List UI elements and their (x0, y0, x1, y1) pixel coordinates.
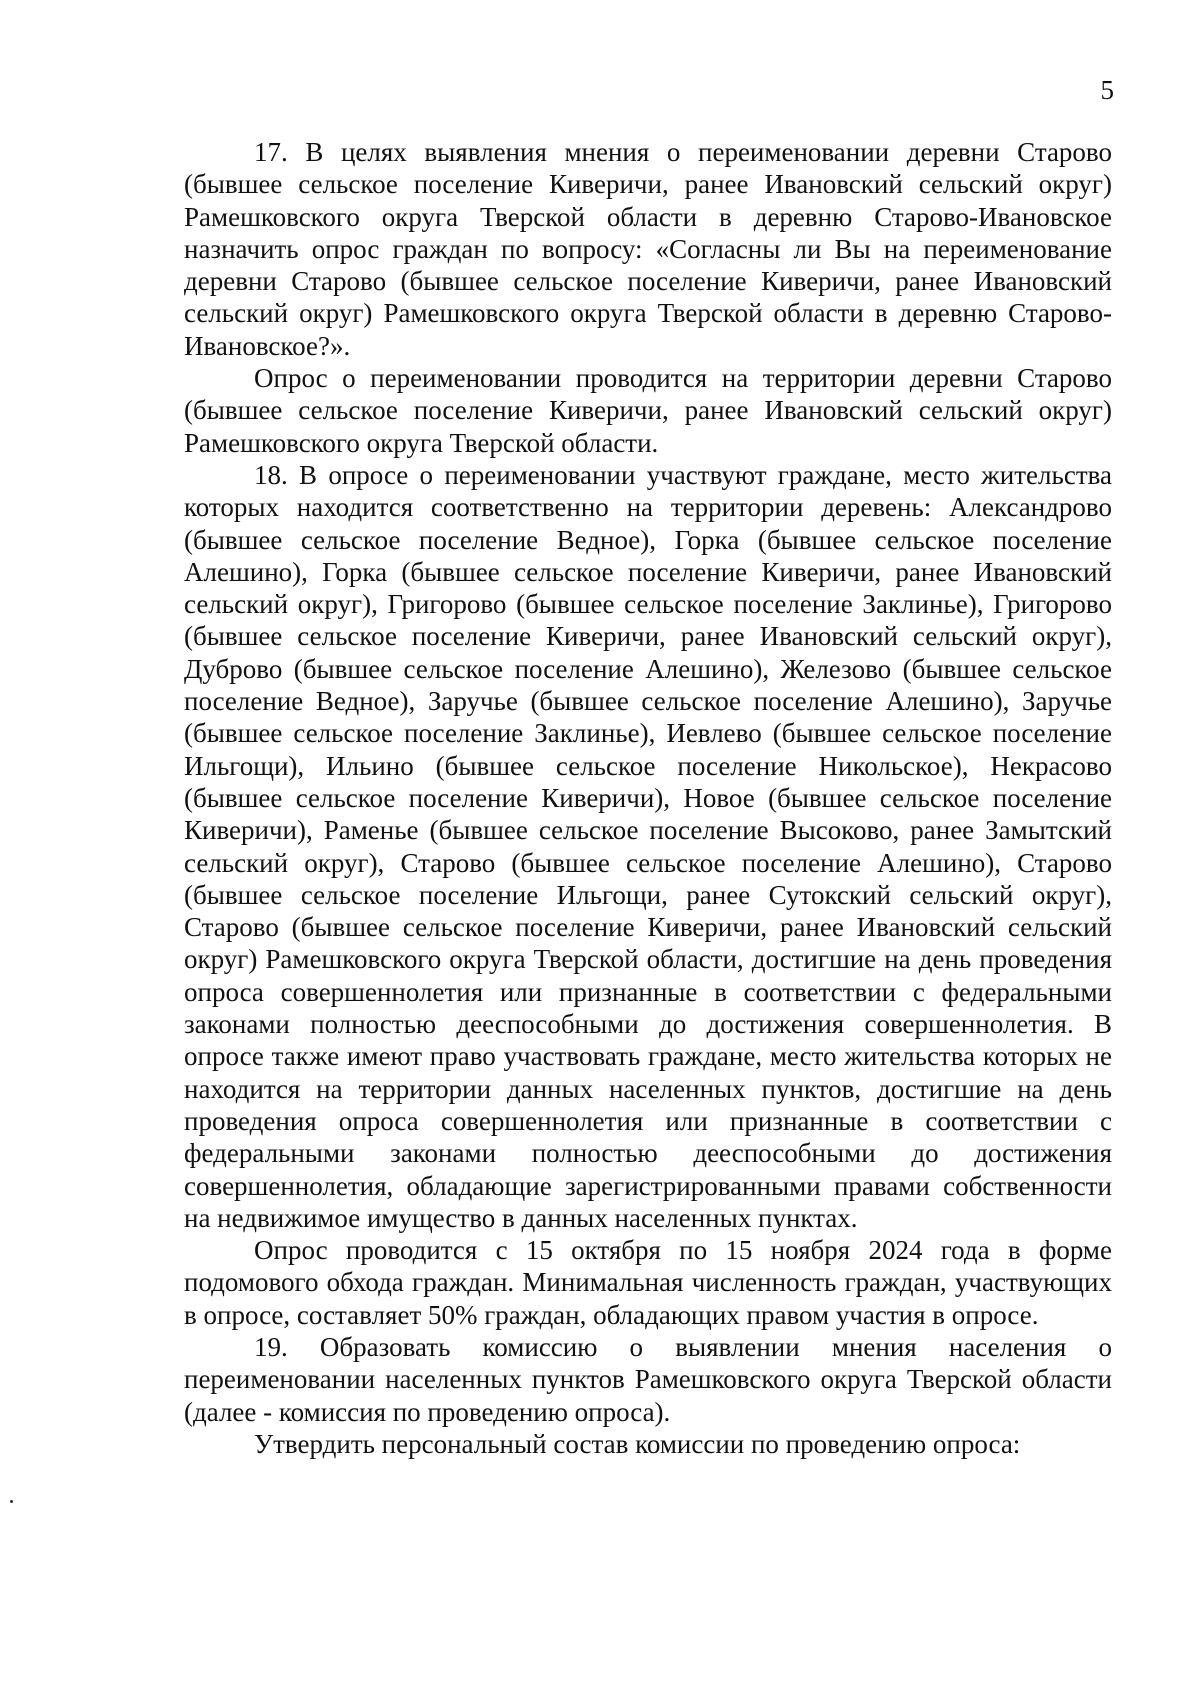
paragraph-19: 19. Образовать комиссию о выявлении мнения населения о переименовании населенных пунктов Рамешковского округа Тверской области (далее - комиссия по проведению опроса). (184, 1331, 1112, 1427)
paragraph-survey-territory: Опрос о переименовании проводится на территории деревни Старово (бывшее сельское поселение Киверичи, ранее Ивановский сельский округ) Рамешковского округа Тверской области. (184, 363, 1112, 458)
paragraph-18: 18. В опросе о переименовании участвуют граждане, место жительства которых находится соответственно на территории деревень: Александрово (бывшее сельское поселение Ведное), Горка (бывшее сельское поселение Алешино), Горка (бывшее сельское поселение Киверичи, ранее Ивановский сельский округ), Григорово (бывшее сельское поселение Заклинье), Григорово (бывшее сельское поселение Киверичи, ранее Ивановский сельский округ), Дуброво (бывшее сельское поселение Алешино), Железово (бывшее сельское поселение Ведное), Заручье (бывшее сельское поселение Алешино), Заручье (бывшее сельское поселение Заклинье), Иевлево (бывшее сельское поселение Ильгощи), Ильино (бывшее сельское поселение Никольское), Некрасово (бывшее сельское поселение Киверичи), Новое (бывшее сельское поселение Киверичи), Раменье (бывшее сельское поселение Высоково, ранее Замытский сельский округ), Старово (бывшее сельское поселение Алешино), Старово (бывшее сельское поселение Ильгощи, ранее Сутокский сельский округ), Старово (бывшее сельское поселение Киверичи, ранее Ивановский сельский округ) Рамешковского округа Тверской области, достигшие на день проведения опроса совершеннолетия или признанные в соответствии с федеральными законами полностью дееспособными до достижения совершеннолетия. В опросе также имеют право участвовать граждане, место жительства которых не находится на территории данных населенных пунктов, достигшие на день проведения опроса совершеннолетия или признанные в соответствии с федеральными законами полностью дееспособными до достижения совершеннолетия, обладающие зарегистрированными правами собственности на недвижимое имущество в данных населенных пунктах. (184, 459, 1112, 1233)
paragraph-commission-composition: Утвердить персональный состав комиссии по проведению опроса: (254, 1428, 1021, 1459)
page-number: 5 (1100, 75, 1114, 105)
paragraph-17: 17. В целях выявления мнения о переименовании деревни Старово (бывшее сельское поселение Киверичи, ранее Ивановский сельский округ) Рамешковского округа Тверской области в деревню Старово-Ивановское назначить опрос граждан по вопросу: «Согласны ли Вы на переименование деревни Старово (бывшее сельское поселение Киверичи, ранее Ивановский сельский округ) Рамешковского округа Тверской области в деревню Старово-Ивановское?». (184, 137, 1112, 361)
paragraph-survey-dates: Опрос проводится с 15 октября по 15 ноября 2024 года в форме подомового обхода граждан. Минимальная численность граждан, участвующих в опросе, составляет 50% граждан, обладающих правом участия в опросе. (184, 1235, 1112, 1330)
document-body (184, 136, 1112, 1460)
scan-speck (10, 1500, 13, 1503)
